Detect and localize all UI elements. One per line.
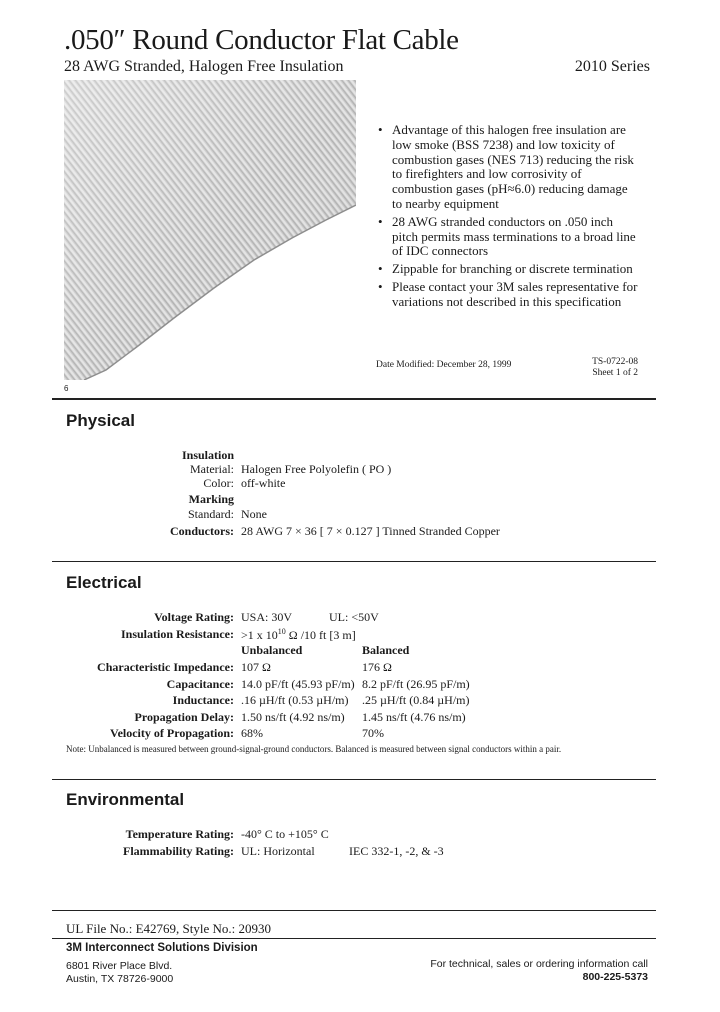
section-divider <box>52 561 656 562</box>
impedance-label: Characteristic Impedance: <box>97 660 234 674</box>
address-line-1: 6801 River Place Blvd. <box>66 960 173 972</box>
insulation-heading: Insulation <box>181 448 234 462</box>
series-label: 2010 Series <box>574 58 650 75</box>
propagation-delay-balanced: 1.45 ns/ft (4.76 ns/m) <box>362 710 466 724</box>
footer-divider <box>52 910 656 911</box>
unbalanced-header: Unbalanced <box>241 643 303 657</box>
impedance-balanced: 176 Ω <box>362 660 392 674</box>
document-number: TS-0722-08 <box>592 357 638 367</box>
bullet-icon: • <box>378 261 383 277</box>
flammability-iec: IEC 332-1, -2, & -3 <box>349 844 444 858</box>
footer-divider <box>52 938 656 939</box>
insulation-resistance-value: >1 x $10^{10}$ Ω /10 ft [3 m] <box>241 627 356 642</box>
physical-heading: Physical <box>66 411 135 430</box>
inductance-balanced: .25 µH/ft (0.84 µH/m) <box>362 693 470 707</box>
flammability-label: Flammability Rating: <box>123 844 234 858</box>
color-value: off-white <box>241 476 286 490</box>
velocity-balanced: 70% <box>362 726 384 740</box>
sheet-number: Sheet 1 of 2 <box>592 368 638 378</box>
temperature-value: -40° C to +105° C <box>241 827 329 841</box>
page-subtitle: 28 AWG Stranded, Halogen Free Insulation <box>64 58 344 75</box>
standard-value: None <box>241 507 267 521</box>
section-divider <box>52 398 656 400</box>
velocity-label: Velocity of Propagation: <box>110 726 234 740</box>
flammability-ul: UL: Horizontal <box>241 844 315 858</box>
division-name: 3M Interconnect Solutions Division <box>66 942 258 954</box>
environmental-heading: Environmental <box>66 790 185 809</box>
page-title: .050″ Round Conductor Flat Cable <box>64 24 459 56</box>
bullet-icon: • <box>378 213 383 229</box>
figure-number: 6 <box>64 384 69 393</box>
voltage-ul: UL: <50V <box>329 610 379 624</box>
feature-item: • Zippable for branching or discrete termination <box>378 261 633 277</box>
material-value: Halogen Free Polyolefin ( PO ) <box>241 462 392 476</box>
cable-photo <box>64 80 356 380</box>
phone-number: 800-225-5373 <box>582 971 648 983</box>
bullet-icon: • <box>378 122 383 137</box>
capacitance-balanced: 8.2 pF/ft (26.95 pF/m) <box>362 677 470 691</box>
voltage-label: Voltage Rating: <box>154 610 234 624</box>
bullet-icon: • <box>378 278 383 294</box>
color-label: Color: <box>203 476 234 490</box>
conductors-value: 28 AWG 7 × 36 [ 7 × 0.127 ] Tinned Stranded Copper <box>241 524 500 538</box>
electrical-note: Note: Unbalanced is measured between ground-signal-ground conductors. Balanced is measured between signal conductors within a pair. <box>66 744 562 754</box>
contact-info-text: For technical, sales or ordering information call <box>430 958 648 970</box>
balanced-header: Balanced <box>362 643 410 657</box>
velocity-unbalanced: 68% <box>241 726 263 740</box>
impedance-unbalanced: 107 Ω <box>241 660 271 674</box>
insulation-resistance-label: Insulation Resistance: <box>120 627 234 641</box>
section-divider <box>52 779 656 780</box>
inductance-unbalanced: .16 µH/ft (0.53 µH/m) <box>241 693 349 707</box>
standard-label: Standard: <box>188 507 234 521</box>
temperature-label: Temperature Rating: <box>125 827 234 841</box>
material-label: Material: <box>190 462 234 476</box>
inductance-label: Inductance: <box>172 693 234 707</box>
feature-list <box>378 123 638 313</box>
ul-file-number: UL File No.: E42769, Style No.: 20930 <box>66 921 271 936</box>
conductors-label: Conductors: <box>169 524 234 538</box>
marking-heading: Marking <box>188 492 234 506</box>
propagation-delay-unbalanced: 1.50 ns/ft (4.92 ns/m) <box>241 710 345 724</box>
propagation-delay-label: Propagation Delay: <box>134 710 234 724</box>
feature-item: • 28 AWG stranded conductors on .050 inch pitch permits mass terminations to a broad line of IDC connectors <box>378 213 636 259</box>
capacitance-unbalanced: 14.0 pF/ft (45.93 pF/m) <box>241 677 355 691</box>
capacitance-label: Capacitance: <box>166 677 234 691</box>
address-line-2: Austin, TX 78726-9000 <box>66 973 174 985</box>
voltage-usa: USA: 30V <box>241 610 293 624</box>
flat-cable-illustration <box>64 80 356 380</box>
feature-item: • Please contact your 3M sales representative for variations not described in this specification <box>378 278 638 309</box>
electrical-heading: Electrical <box>66 573 142 592</box>
document-number-block <box>592 357 638 379</box>
date-modified: Date Modified: December 28, 1999 <box>376 360 512 370</box>
feature-item: • Advantage of this halogen free insulation are low smoke (BSS 7238) and low toxicity of combustion gases (NES 713) reducing the risk to firefighters and low corrosivity of combustion gases (pH≈6.0) reducing damage to nearby equipment <box>378 122 634 211</box>
